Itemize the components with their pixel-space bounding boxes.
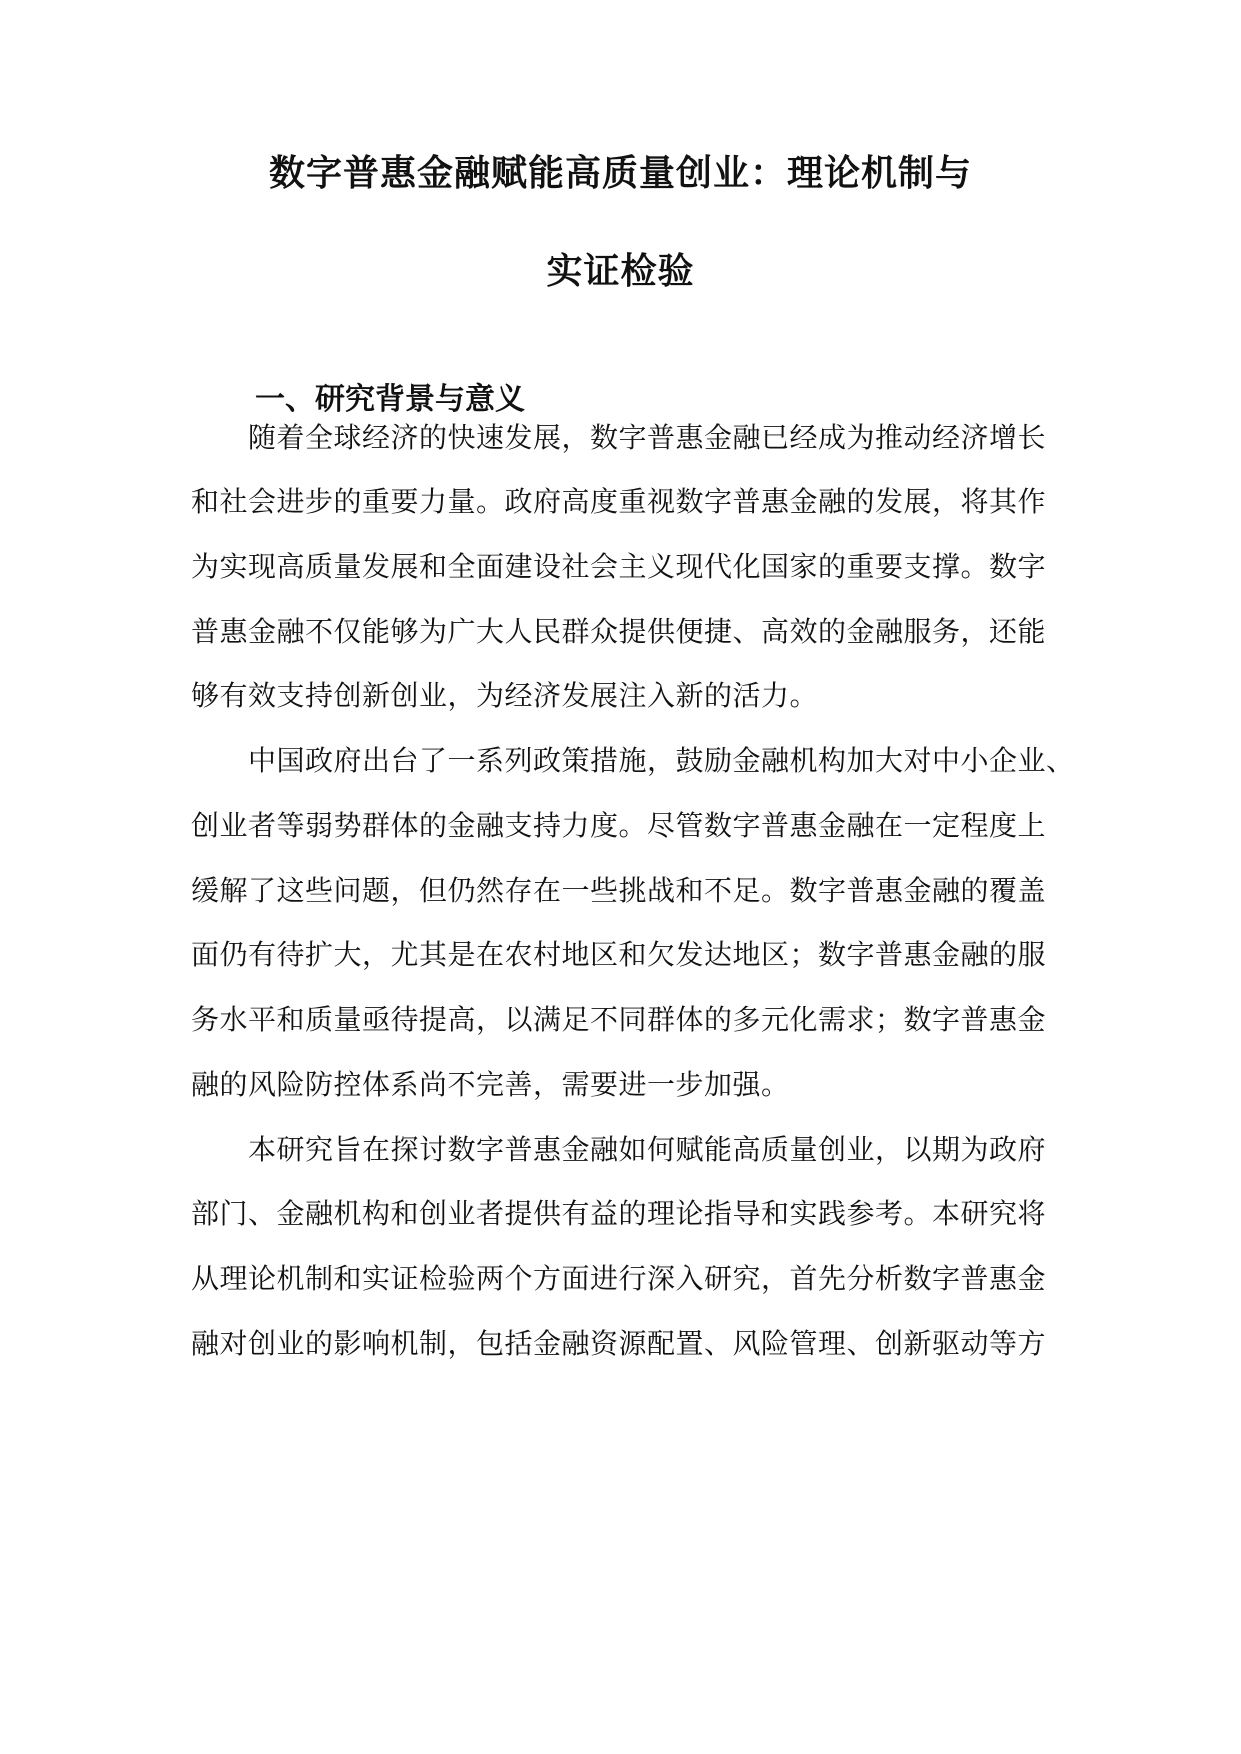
paragraph-2-line-3: 缓解了这些问题，但仍然存在一些挑战和不足。数字普惠金融的覆盖 [191,874,1047,907]
paragraph-3-line-4: 融对创业的影响机制，包括金融资源配置、风险管理、创新驱动等方 [191,1327,1047,1360]
document-title-line-2: 实证检验 [546,251,695,292]
paragraph-2-line-2: 创业者等弱势群体的金融支持力度。尽管数字普惠金融在一定程度上 [191,809,1047,842]
paragraph-2-line-4: 面仍有待扩大，尤其是在农村地区和欠发达地区；数字普惠金融的服 [191,938,1047,971]
paragraph-3-line-3: 从理论机制和实证检验两个方面进行深入研究，首先分析数字普惠金 [191,1262,1047,1295]
paragraph-1-line-2: 和社会进步的重要力量。政府高度重视数字普惠金融的发展，将其作 [191,485,1047,518]
section-heading: 一、研究背景与意义 [255,382,525,417]
paragraph-1-line-4: 普惠金融不仅能够为广大人民群众提供便捷、高效的金融服务，还能 [191,615,1047,648]
paragraph-3-line-2: 部门、金融机构和创业者提供有益的理论指导和实践参考。本研究将 [191,1197,1047,1230]
paragraph-1-line-5: 够有效支持创新创业，为经济发展注入新的活力。 [191,679,819,712]
paragraph-1-line-1: 随着全球经济的快速发展，数字普惠金融已经成为推动经济增长 [248,421,1047,454]
document-title-line-1: 数字普惠金融赋能高质量创业：理论机制与 [268,153,972,194]
paragraph-3-line-1: 本研究旨在探讨数字普惠金融如何赋能高质量创业，以期为政府 [248,1133,1047,1166]
paragraph-2-line-6: 融的风险防控体系尚不完善，需要进一步加强。 [191,1068,790,1101]
paragraph-1-line-3: 为实现高质量发展和全面建设社会主义现代化国家的重要支撑。数字 [191,550,1047,583]
paragraph-2-line-5: 务水平和质量亟待提高，以满足不同群体的多元化需求；数字普惠金 [191,1003,1047,1036]
paragraph-2-line-1: 中国政府出台了一系列政策措施，鼓励金融机构加大对中小企业、 [248,744,1075,777]
